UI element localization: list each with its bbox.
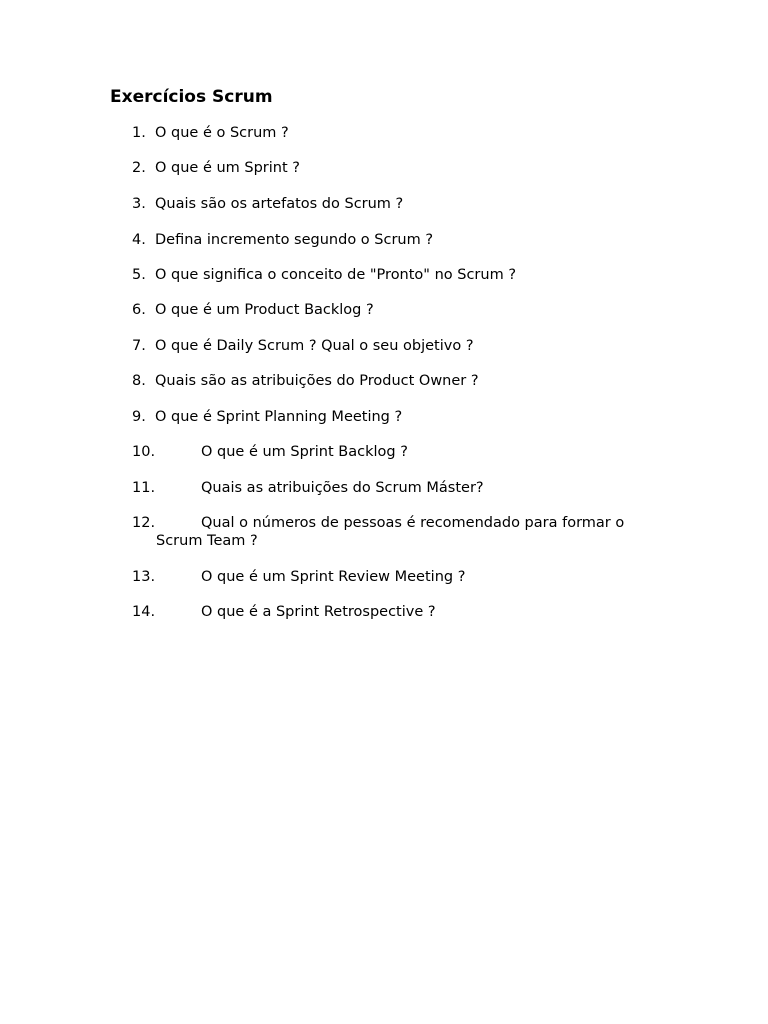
- item-text: O que é um Sprint Backlog ?: [201, 444, 408, 460]
- item-number: 13.: [132, 569, 156, 585]
- item-text: O que é um Product Backlog ?: [155, 302, 374, 318]
- item-number: 5.: [132, 267, 146, 283]
- item-text: O que é a Sprint Retrospective ?: [201, 604, 436, 620]
- item-text: O que é Daily Scrum ? Qual o seu objetivo ?: [155, 338, 474, 354]
- item-text: Quais são os artefatos do Scrum ?: [155, 196, 404, 212]
- list-item: [132, 231, 692, 249]
- list-item: [132, 266, 692, 284]
- item-text: Quais são as atribuições do Product Owner ?: [155, 373, 479, 389]
- list-item: [132, 568, 692, 586]
- item-number: 4.: [132, 232, 146, 248]
- item-number: 11.: [132, 480, 156, 496]
- item-text: Quais as atribuições do Scrum Máster?: [201, 480, 484, 496]
- item-number: 6.: [132, 302, 146, 318]
- list-item: [132, 603, 692, 621]
- list-item: [132, 301, 692, 319]
- list-item: [132, 124, 692, 142]
- list-item: [132, 514, 692, 550]
- page-title: Exercícios Scrum: [110, 87, 273, 107]
- list-item: [132, 443, 692, 461]
- item-number: 3.: [132, 196, 146, 212]
- item-text: O que significa o conceito de "Pronto" no Scrum ?: [155, 267, 517, 283]
- list-item: [132, 408, 692, 426]
- list-item: [132, 479, 692, 497]
- item-number: 10.: [132, 444, 156, 460]
- list-item: [132, 337, 692, 355]
- item-number: 9.: [132, 409, 146, 425]
- item-number: 2.: [132, 160, 146, 176]
- item-text: O que é um Sprint Review Meeting ?: [201, 569, 466, 585]
- item-number: 8.: [132, 373, 146, 389]
- item-number: 14.: [132, 604, 156, 620]
- list-item: [132, 195, 692, 213]
- item-text: O que é o Scrum ?: [155, 125, 289, 141]
- item-number: 1.: [132, 125, 146, 141]
- list-item: [132, 372, 692, 390]
- item-number: 7.: [132, 338, 146, 354]
- item-text-continuation: Scrum Team ?: [156, 533, 258, 549]
- item-number: 12.: [132, 515, 156, 531]
- list-item: [132, 159, 692, 177]
- item-text: O que é um Sprint ?: [155, 160, 300, 176]
- item-text: Defina incremento segundo o Scrum ?: [155, 232, 434, 248]
- item-text: O que é Sprint Planning Meeting ?: [155, 409, 403, 425]
- item-text: Qual o números de pessoas é recomendado para formar o: [201, 515, 625, 531]
